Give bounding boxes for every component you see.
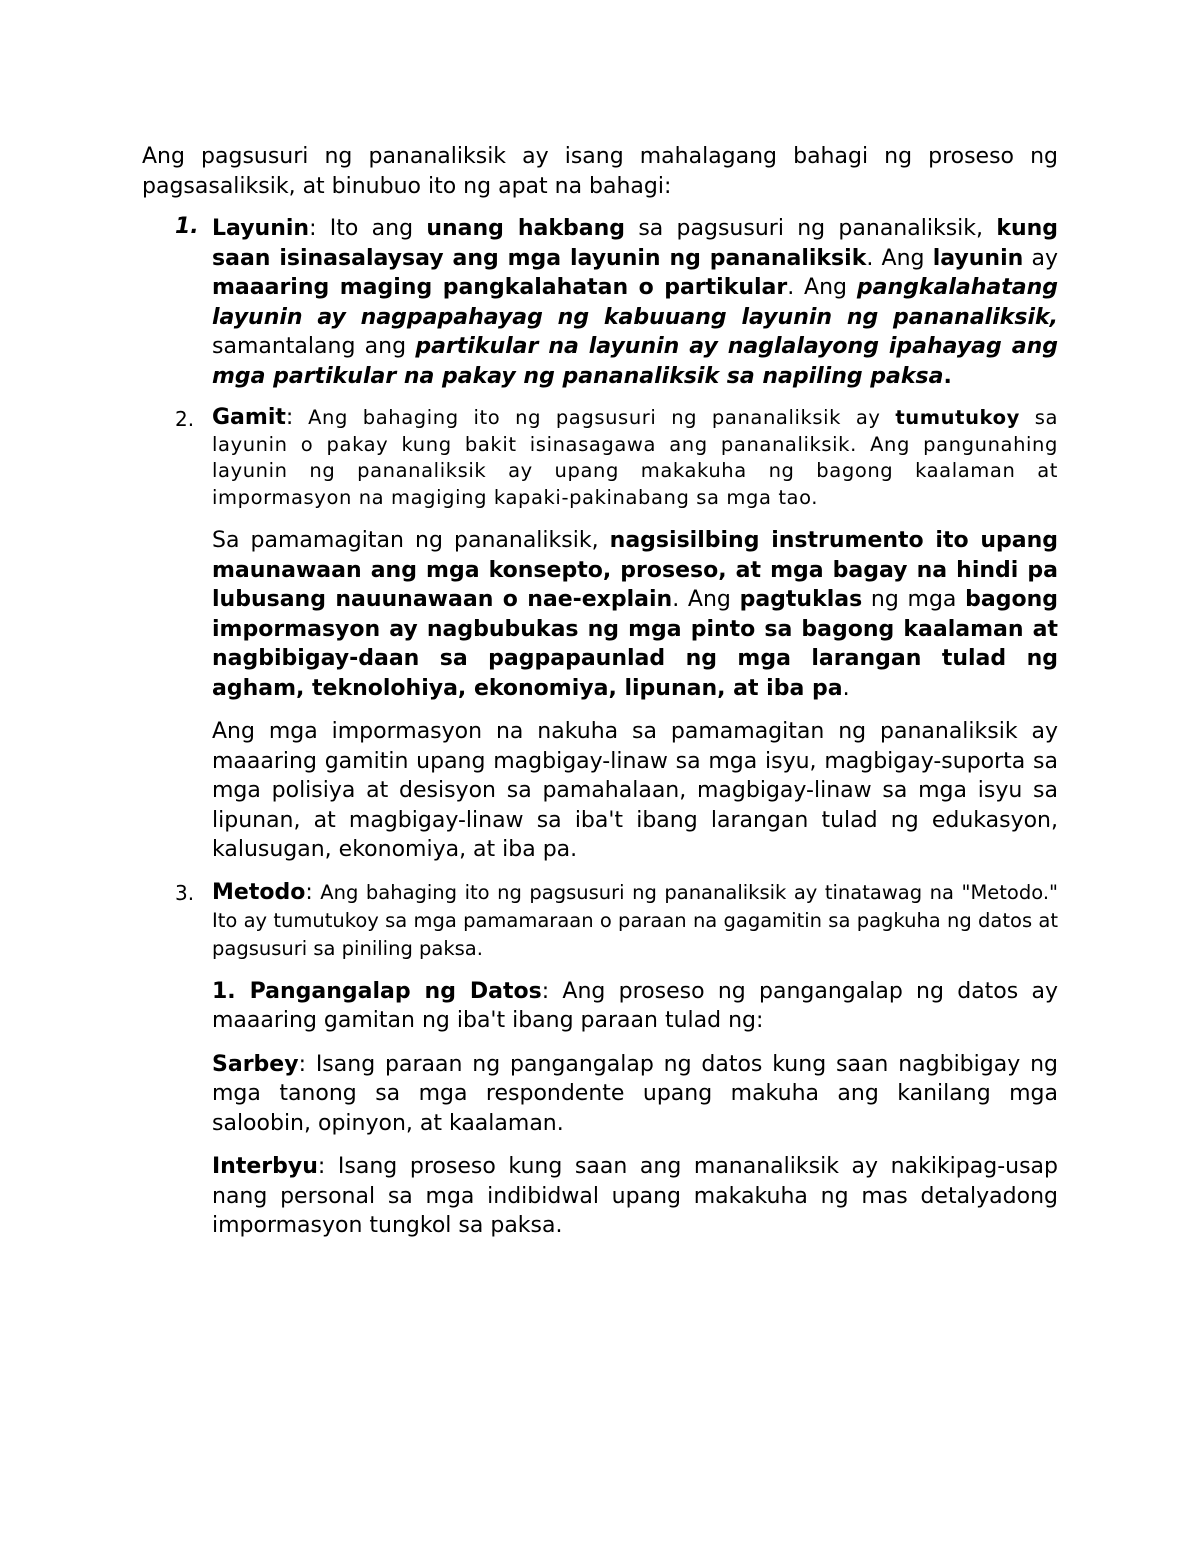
list-number: 1.: [175, 214, 199, 239]
term-gamit: Gamit: [212, 405, 286, 430]
list-number: 2.: [175, 407, 195, 431]
layunin-paragraph: Layunin: Ito ang unang hakbang sa pagsusuri ng pananaliksik, kung saan isinasalaysay ang mga layunin ng pananaliksik. Ang layunin ay maaaring maging pangkalahatan o partikular. Ang pangkalahatang layunin ay nagpapahayag ng kabuuang layunin ng pananaliksik, samantalang ang partikular na layunin ay naglalayong ipahayag ang mga partikular na pakay ng pananaliksik sa napiling paksa.: [212, 216, 1059, 389]
intro-paragraph: Ang pagsusuri ng pananaliksik ay isang mahalagang bahagi ng proseso ng pagsasaliksik, at binubuo ito ng apat na bahagi:: [142, 144, 1058, 199]
gamit-paragraph-2: Sa pamamagitan ng pananaliksik, nagsisilbing instrumento ito upang maunawaan ang mga konsepto, proseso, at mga bagay na hindi pa lubusang nauunawaan o nae-explain. Ang pagtuklas ng mga bagong impormasyon ay nagbubukas ng mga pinto sa bagong kaalaman at nagbibigay-daan sa pagpapaunlad ng mga larangan tulad ng agham, teknolohiya, ekonomiya, lipunan, at iba pa.: [212, 528, 1058, 701]
interbyu-paragraph: Interbyu: Isang proseso kung saan ang mananaliksik ay nakikipag-usap nang personal sa mga indibidwal upang makakuha ng mas detalyadong impormasyon tungkol sa paksa.: [212, 1154, 1058, 1239]
document-page: [142, 142, 1058, 1255]
term-metodo: Metodo: [212, 879, 306, 905]
sarbey-paragraph: Sarbey: Isang paraan ng pangangalap ng datos kung saan nagbibigay ng mga tanong sa mga respondente upang makuha ang kanilang mga saloobin, opinyon, at kaalaman.: [212, 1051, 1058, 1136]
list-item-metodo: [142, 879, 1058, 1241]
pangangalap-paragraph: 1. Pangangalap ng Datos: Ang proseso ng pangangalap ng datos ay maaaring gamitan ng iba't ibang paraan tulad ng:: [212, 978, 1058, 1034]
list-number: 3.: [175, 880, 195, 905]
gamit-paragraph-3: Ang mga impormasyon na nakuha sa pamamagitan ng pananaliksik ay maaaring gamitin upang magbigay-linaw sa mga isyu, magbigay-suporta sa mga polisiya at desisyon sa pamahalaan, magbigay-linaw sa mga isyu sa lipunan, at magbigay-linaw sa iba't ibang larangan tulad ng edukasyon, kalusugan, ekonomiya, at iba pa.: [212, 719, 1058, 863]
metodo-paragraph: Metodo: Ang bahaging ito ng pagsusuri ng pananaliksik ay tinatawag na "Metodo." Ito ay tumutukoy sa mga pamamaraan o paraan na gagamitin sa pagkuha ng datos at pagsusuri sa piniling paksa.: [212, 879, 1058, 960]
list-item-layunin: [142, 214, 1058, 391]
term-layunin: Layunin: [212, 216, 310, 241]
list-item-gamit: [142, 405, 1058, 865]
gamit-paragraph: Gamit: Ang bahaging ito ng pagsusuri ng pananaliksik ay tumutukoy sa layunin o pakay kung bakit isinasagawa ang pananaliksik. Ang pangunahing layunin ng pananaliksik ay upang makakuha ng bagong kaalaman at impormasyon na magiging kapaki-pakinabang sa mga tao.: [212, 405, 1059, 509]
